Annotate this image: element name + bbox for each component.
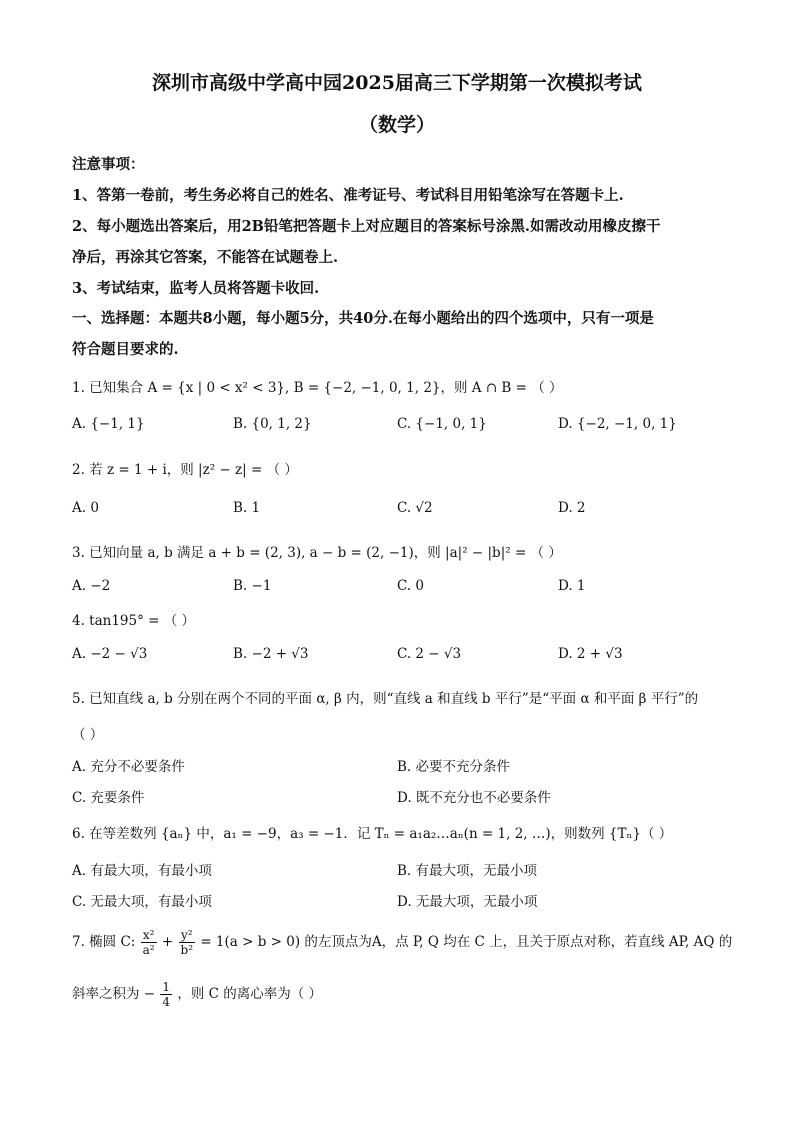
q3-option-a: A. −2 [72,578,111,594]
q7-fraction-y [179,928,196,957]
note-item-2b: 净后，再涂其它答案，不能答在试题卷上. [72,249,339,266]
q7-line2-suffix: ，则 C 的离心率为（ ） [177,986,323,1002]
note-item-1: 1、答第一卷前，考生务必将自己的姓名、准考证号、考试科目用铅笔涂写在答题卡上. [72,187,624,204]
q2-option-a: A. 0 [72,500,99,516]
q1-option-c: C. {−1, 0, 1} [397,416,487,432]
q5-option-d: D. 既不充分也不必要条件 [397,790,551,806]
q4-option-a: A. −2 − √3 [72,646,148,662]
q2-stem: 2. 若 z = 1 + i，则 |z² − z| = （ ） [72,462,298,478]
page-subtitle: （数学） [358,114,435,136]
q3-stem: 3. 已知向量 a, b 满足 a + b = (2, 3), a − b = (2, −1)，则 |a|² − |b|² = （ ） [72,545,562,561]
q6-option-a: A. 有最大项，有最小项 [72,863,212,879]
page-title: 深圳市高级中学高中园2025届高三下学期第一次模拟考试 [152,72,642,94]
q6-option-c: C. 无最大项，有最小项 [72,894,212,910]
section-heading-line1: 一、选择题：本题共8小题，每小题5分，共40分.在每小题给出的四个选项中，只有一项是 [72,310,654,327]
q4-option-c: C. 2 − √3 [397,646,462,662]
q6-stem: 6. 在等差数列 {aₙ} 中，a₁ = −9，a₃ = −1．记 Tₙ = a₁a₂…aₙ(n = 1, 2, …)，则数列 {Tₙ}（ ） [72,826,673,842]
q7-plus: + [161,934,174,950]
q7-line2-prefix: 斜率之积为 − [72,986,156,1002]
q5-option-c: C. 充要条件 [72,790,145,806]
q5-stem-line1: 5. 已知直线 a, b 分别在两个不同的平面 α, β 内，则“直线 a 和直线 b 平行”是“平面 α 和平面 β 平行”的 [72,691,699,707]
q7-fraction-x-numerator: x² [141,928,157,943]
q6-option-b: B. 有最大项，无最小项 [397,863,538,879]
q7-stem-line2 [72,980,722,1009]
q2-option-d: D. 2 [558,500,586,516]
q4-stem: 4. tan195° = （ ） [72,613,196,629]
q1-option-d: D. {−2, −1, 0, 1} [558,416,677,432]
notes-heading: 注意事项： [72,156,145,173]
q7-slope-denominator: 4 [162,995,171,1009]
q3-option-d: D. 1 [558,578,586,594]
q1-option-a: A. {−1, 1} [72,416,145,432]
section-heading-line2: 符合题目要求的. [72,341,179,358]
q7-fraction-x-denominator: a² [142,943,155,957]
q5-stem-line2: （ ） [72,727,104,743]
q5-option-a: A. 充分不必要条件 [72,759,185,775]
q4-option-d: D. 2 + √3 [558,646,623,662]
q3-option-c: C. 0 [397,578,425,594]
q7-stem-middle: = 1(a > b > 0) 的左顶点为A，点 P, Q 均在 C 上，且关于原点对称，若直线 AP, AQ 的 [200,934,733,950]
q7-slope-numerator: 1 [162,980,171,994]
q7-slope-fraction [160,980,172,1009]
q1-stem: 1. 已知集合 A = {x | 0 < x² < 3}, B = {−2, −1, 0, 1, 2}，则 A ∩ B = （ ） [72,380,563,396]
q6-option-d: D. 无最大项，无最小项 [397,894,538,910]
note-item-3: 3、考试结束，监考人员将答题卡收回. [72,280,320,297]
q2-option-c: C. √2 [397,500,433,516]
q1-option-b: B. {0, 1, 2} [233,416,312,432]
q5-option-b: B. 必要不充分条件 [397,759,511,775]
q7-stem-line1 [72,928,733,957]
q4-option-b: B. −2 + √3 [233,646,309,662]
q2-option-b: B. 1 [233,500,261,516]
q7-fraction-y-denominator: b² [180,943,194,957]
q7-stem-prefix: 7. 椭圆 C: [72,934,136,950]
q7-fraction-y-numerator: y² [179,928,196,943]
q7-fraction-x [141,928,157,957]
q3-option-b: B. −1 [233,578,272,594]
note-item-2a: 2、每小题选出答案后，用2B铅笔把答题卡上对应题目的答案标号涂黑.如需改动用橡皮擦干 [72,218,661,235]
